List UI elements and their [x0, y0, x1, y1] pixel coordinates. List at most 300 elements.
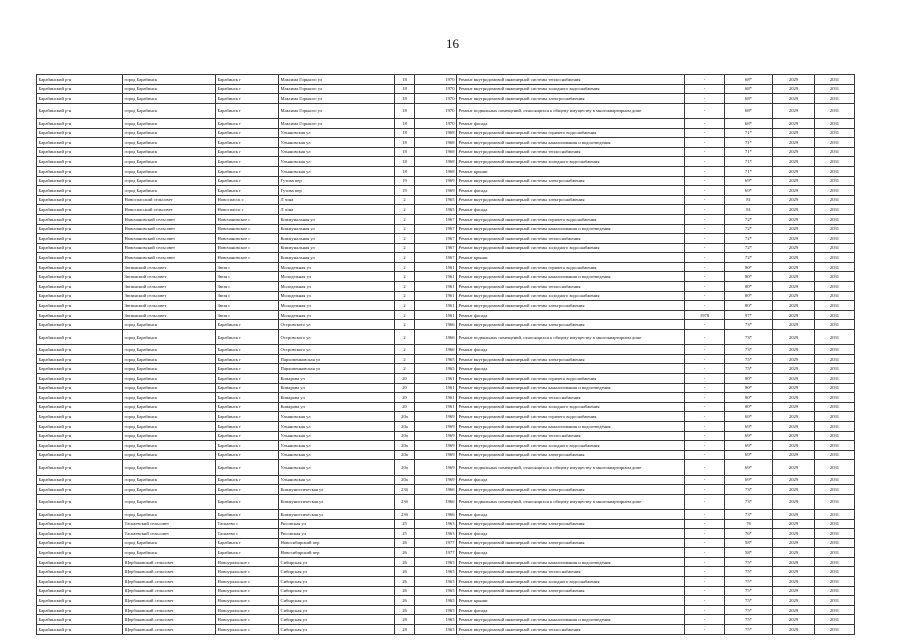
cell-plan-start: 2029 [773, 577, 815, 587]
cell-wear-percent: 80* [725, 262, 773, 272]
cell-plan-end: 2031 [815, 538, 855, 548]
cell-plan-end: 2031 [815, 128, 855, 138]
cell-wear-percent: 68* [725, 84, 773, 94]
cell-locality: Новоуральское с [216, 596, 279, 606]
cell-house-number: 18 [395, 118, 415, 128]
cell-build-year: 1965 [415, 205, 457, 215]
cell-locality: Новочановское с [216, 243, 279, 253]
cell-district: Барабинский р-н [37, 147, 123, 157]
cell-street: Рисовская ул [279, 519, 395, 529]
cell-plan-start: 2029 [773, 262, 815, 272]
cell-settlement: город Барабинск [123, 412, 216, 422]
cell-work-type: Ремонт внутридомовой инженерной системы канализования и водоотведения [457, 421, 685, 431]
cell-work-type: Ремонт внутридомовой инженерной системы канализования и водоотведения [457, 138, 685, 148]
cell-district: Барабинский р-н [37, 538, 123, 548]
table-row [37, 485, 855, 495]
cell-district: Барабинский р-н [37, 262, 123, 272]
cell-last-repair-year: - [685, 596, 725, 606]
cell-plan-end: 2031 [815, 383, 855, 393]
cell-locality: Зюзя с [216, 310, 279, 320]
cell-plan-end: 2031 [815, 605, 855, 615]
cell-street: Комарова ул [279, 402, 395, 412]
cell-build-year: 1970 [415, 103, 457, 118]
cell-plan-start: 2029 [773, 421, 815, 431]
cell-house-number: 20а [395, 475, 415, 485]
cell-settlement: город Барабинск [123, 485, 216, 495]
table-row [37, 234, 855, 244]
cell-settlement: Щербаковский сельсовет [123, 577, 216, 587]
cell-plan-end: 2031 [815, 485, 855, 495]
cell-plan-end: 2031 [815, 364, 855, 374]
cell-last-repair-year: - [685, 157, 725, 167]
cell-last-repair-year: - [685, 450, 725, 460]
cell-house-number: 2 [395, 330, 415, 345]
cell-district: Барабинский р-н [37, 94, 123, 104]
cell-house-number: 26 [395, 538, 415, 548]
cell-street: Коммунистическая ул [279, 509, 395, 519]
cell-street: Коммунистическая ул [279, 485, 395, 495]
cell-work-type: Ремонт внутридомовой инженерной системы теплоснабжения [457, 567, 685, 577]
cell-street: Максима Горького ул [279, 84, 395, 94]
cell-settlement: Новочановский сельсовет [123, 224, 216, 234]
cell-last-repair-year: - [685, 330, 725, 345]
table-row [37, 214, 855, 224]
cell-plan-end: 2031 [815, 441, 855, 451]
cell-settlement: Зюзинский сельсовет [123, 301, 216, 311]
cell-street: Молодежная ул [279, 262, 395, 272]
cell-settlement: Щербаковский сельсовет [123, 557, 216, 567]
cell-plan-start: 2029 [773, 272, 815, 282]
cell-plan-end: 2031 [815, 84, 855, 94]
cell-settlement: город Барабинск [123, 402, 216, 412]
cell-work-type: Ремонт внутридомовой инженерной системы электроснабжения [457, 485, 685, 495]
cell-locality: Зюзя с [216, 291, 279, 301]
cell-last-repair-year: - [685, 364, 725, 374]
cell-plan-end: 2031 [815, 548, 855, 558]
cell-work-type: Ремонт фасада [457, 118, 685, 128]
cell-locality: Барабинск г [216, 186, 279, 196]
cell-wear-percent: 68* [725, 103, 773, 118]
cell-last-repair-year: - [685, 282, 725, 292]
cell-street: Пархоменковская ул [279, 364, 395, 374]
cell-build-year: 1961 [415, 291, 457, 301]
cell-district: Барабинский р-н [37, 138, 123, 148]
cell-house-number: 26 [395, 567, 415, 577]
cell-build-year: 1968 [415, 166, 457, 176]
cell-district: Барабинский р-н [37, 557, 123, 567]
cell-work-type: Ремонт внутридомовой инженерной системы канализования и водоотведения [457, 224, 685, 234]
cell-wear-percent: 75* [725, 557, 773, 567]
cell-wear-percent: 71* [725, 166, 773, 176]
cell-locality: Новочановское с [216, 253, 279, 263]
cell-plan-end: 2031 [815, 291, 855, 301]
cell-wear-percent: 68* [725, 75, 773, 85]
cell-district: Барабинский р-н [37, 519, 123, 529]
cell-work-type: Ремонт внутридомовой инженерной системы электроснабжения [457, 354, 685, 364]
cell-work-type: Ремонт внутридомовой инженерной системы канализования и водоотведения [457, 557, 685, 567]
cell-settlement: Новочановский сельсовет [123, 253, 216, 263]
cell-district: Барабинский р-н [37, 485, 123, 495]
cell-district: Барабинский р-н [37, 234, 123, 244]
cell-build-year: 1966 [415, 345, 457, 355]
cell-locality: Барабинск г [216, 345, 279, 355]
table-row [37, 282, 855, 292]
cell-settlement: Зюзинский сельсовет [123, 282, 216, 292]
cell-locality: Новочановское с [216, 214, 279, 224]
cell-work-type: Ремонт внутридомовой инженерной системы теплоснабжения [457, 625, 685, 635]
cell-house-number: 2 [395, 282, 415, 292]
cell-district: Барабинский р-н [37, 494, 123, 509]
cell-locality: Барабинск г [216, 538, 279, 548]
cell-wear-percent: 71* [725, 157, 773, 167]
cell-street: Коммунальная ул [279, 243, 395, 253]
cell-plan-end: 2031 [815, 494, 855, 509]
cell-build-year: 1977 [415, 538, 457, 548]
cell-settlement: Новочановский сельсовет [123, 214, 216, 224]
cell-last-repair-year: - [685, 475, 725, 485]
cell-house-number: 26 [395, 557, 415, 567]
cell-plan-start: 2029 [773, 118, 815, 128]
cell-street: Ульяновская ул [279, 460, 395, 475]
cell-last-repair-year: - [685, 577, 725, 587]
cell-build-year: 1966 [415, 494, 457, 509]
cell-district: Барабинский р-н [37, 354, 123, 364]
cell-last-repair-year: - [685, 186, 725, 196]
cell-house-number: 23б [395, 509, 415, 519]
cell-house-number: 18 [395, 157, 415, 167]
cell-house-number: 18 [395, 166, 415, 176]
table-row [37, 301, 855, 311]
cell-last-repair-year: - [685, 509, 725, 519]
cell-settlement: город Барабинск [123, 186, 216, 196]
page-number: 16 [446, 36, 459, 51]
cell-work-type: Ремонт фасада [457, 186, 685, 196]
cell-locality: Новоуральское с [216, 605, 279, 615]
cell-settlement: город Барабинск [123, 128, 216, 138]
cell-street: Молодежная ул [279, 272, 395, 282]
cell-work-type: Ремонт внутридомовой инженерной системы электроснабжения [457, 94, 685, 104]
cell-build-year: 1977 [415, 548, 457, 558]
cell-settlement: город Барабинск [123, 538, 216, 548]
cell-house-number: 18 [395, 75, 415, 85]
cell-work-type: Ремонт внутридомовой инженерной системы теплоснабжения [457, 234, 685, 244]
cell-build-year: 1961 [415, 262, 457, 272]
cell-locality: Барабинск г [216, 402, 279, 412]
cell-street: Сибирская ул [279, 605, 395, 615]
cell-settlement: Щербаковский сельсовет [123, 596, 216, 606]
cell-district: Барабинский р-н [37, 205, 123, 215]
cell-settlement: город Барабинск [123, 548, 216, 558]
cell-plan-start: 2029 [773, 441, 815, 451]
cell-settlement: город Барабинск [123, 509, 216, 519]
cell-work-type: Ремонт внутридомовой инженерной системы холодного водоснабжения [457, 84, 685, 94]
cell-build-year: 1961 [415, 383, 457, 393]
cell-house-number: 26 [395, 586, 415, 596]
cell-street: Молодежная ул [279, 291, 395, 301]
cell-wear-percent: 69* [725, 475, 773, 485]
table-row [37, 138, 855, 148]
table-row [37, 625, 855, 635]
cell-settlement: Новочановский сельсовет [123, 243, 216, 253]
cell-locality: Барабинск г [216, 548, 279, 558]
cell-settlement: город Барабинск [123, 118, 216, 128]
cell-last-repair-year: - [685, 354, 725, 364]
cell-plan-end: 2031 [815, 460, 855, 475]
cell-district: Барабинский р-н [37, 421, 123, 431]
cell-street: Сибирская ул [279, 577, 395, 587]
cell-plan-start: 2029 [773, 494, 815, 509]
cell-build-year: 1963 [415, 529, 457, 539]
cell-last-repair-year: - [685, 253, 725, 263]
cell-settlement: город Барабинск [123, 494, 216, 509]
cell-locality: Новоуральское с [216, 557, 279, 567]
cell-wear-percent: 80* [725, 301, 773, 311]
cell-last-repair-year: - [685, 224, 725, 234]
repair-schedule-table [36, 74, 855, 635]
cell-street: Островского ул [279, 320, 395, 330]
cell-settlement: Новочановский сельсовет [123, 234, 216, 244]
cell-street: Новосибирский пер [279, 538, 395, 548]
cell-locality: Новоуральское с [216, 577, 279, 587]
cell-settlement: Зюзинский сельсовет [123, 291, 216, 301]
cell-house-number: 2 [395, 234, 415, 244]
cell-wear-percent: 73* [725, 320, 773, 330]
cell-street: Коммунальная ул [279, 234, 395, 244]
cell-plan-start: 2029 [773, 557, 815, 567]
cell-street: Сибирская ул [279, 596, 395, 606]
cell-work-type: Ремонт внутридомовой инженерной системы теплоснабжения [457, 393, 685, 403]
cell-plan-end: 2031 [815, 529, 855, 539]
cell-plan-start: 2029 [773, 548, 815, 558]
cell-wear-percent: 69* [725, 450, 773, 460]
cell-build-year: 1966 [415, 509, 457, 519]
cell-street: Гутова пер [279, 186, 395, 196]
cell-build-year: 1965 [415, 577, 457, 587]
cell-work-type: Ремонт фасада [457, 605, 685, 615]
cell-locality: Зюзя с [216, 262, 279, 272]
table-row [37, 393, 855, 403]
cell-plan-start: 2029 [773, 509, 815, 519]
cell-plan-end: 2031 [815, 176, 855, 186]
cell-last-repair-year: - [685, 586, 725, 596]
cell-work-type: Ремонт фасада [457, 345, 685, 355]
cell-street: Ульяновская ул [279, 138, 395, 148]
cell-settlement: город Барабинск [123, 103, 216, 118]
cell-house-number: 20 [395, 383, 415, 393]
cell-locality: Барабинск г [216, 75, 279, 85]
cell-build-year: 1961 [415, 374, 457, 384]
cell-plan-start: 2029 [773, 94, 815, 104]
cell-locality: Барабинск г [216, 166, 279, 176]
cell-last-repair-year: - [685, 383, 725, 393]
cell-last-repair-year: - [685, 234, 725, 244]
cell-district: Барабинский р-н [37, 320, 123, 330]
cell-plan-end: 2031 [815, 186, 855, 196]
cell-street: Коммунальная ул [279, 214, 395, 224]
cell-locality: Таскаево с [216, 519, 279, 529]
cell-street: Молодежная ул [279, 301, 395, 311]
cell-last-repair-year: - [685, 243, 725, 253]
cell-settlement: Щербаковский сельсовет [123, 605, 216, 615]
cell-street: Сибирская ул [279, 625, 395, 635]
table-row [37, 330, 855, 345]
cell-plan-end: 2031 [815, 345, 855, 355]
cell-settlement: город Барабинск [123, 450, 216, 460]
cell-wear-percent: 69* [725, 176, 773, 186]
cell-street: Ульяновская ул [279, 475, 395, 485]
cell-settlement: город Барабинск [123, 345, 216, 355]
cell-plan-end: 2031 [815, 402, 855, 412]
cell-build-year: 1965 [415, 354, 457, 364]
cell-settlement: Щербаковский сельсовет [123, 625, 216, 635]
cell-house-number: 23б [395, 494, 415, 509]
table-row [37, 186, 855, 196]
cell-work-type: Ремонт внутридомовой инженерной системы теплоснабжения [457, 282, 685, 292]
cell-work-type: Ремонт внутридомовой инженерной системы канализования и водоотведения [457, 383, 685, 393]
cell-district: Барабинский р-н [37, 412, 123, 422]
cell-build-year: 1969 [415, 460, 457, 475]
cell-district: Барабинский р-н [37, 128, 123, 138]
cell-plan-end: 2031 [815, 282, 855, 292]
cell-plan-start: 2029 [773, 354, 815, 364]
table-row [37, 195, 855, 205]
cell-locality: Барабинск г [216, 475, 279, 485]
cell-district: Барабинский р-н [37, 301, 123, 311]
cell-plan-start: 2029 [773, 625, 815, 635]
cell-plan-start: 2029 [773, 538, 815, 548]
cell-work-type: Ремонт внутридомовой инженерной системы горячего водоснабжения [457, 374, 685, 384]
cell-settlement: город Барабинск [123, 166, 216, 176]
cell-district: Барабинский р-н [37, 118, 123, 128]
cell-plan-end: 2031 [815, 557, 855, 567]
cell-house-number: 2 [395, 272, 415, 282]
cell-settlement: Новоспасский сельсовет [123, 195, 216, 205]
cell-plan-start: 2029 [773, 75, 815, 85]
table-row [37, 253, 855, 263]
cell-settlement: город Барабинск [123, 147, 216, 157]
table-row [37, 460, 855, 475]
cell-build-year: 1965 [415, 557, 457, 567]
cell-plan-start: 2029 [773, 291, 815, 301]
cell-build-year: 1969 [415, 412, 457, 422]
cell-street: Ульяновская ул [279, 431, 395, 441]
cell-build-year: 1966 [415, 485, 457, 495]
cell-street: Максима Горького ул [279, 118, 395, 128]
cell-plan-end: 2031 [815, 330, 855, 345]
table-row [37, 84, 855, 94]
cell-locality: Барабинск г [216, 354, 279, 364]
cell-locality: Барабинск г [216, 138, 279, 148]
cell-street: Ульяновская ул [279, 128, 395, 138]
cell-wear-percent: 80* [725, 282, 773, 292]
cell-last-repair-year: - [685, 412, 725, 422]
cell-plan-end: 2031 [815, 195, 855, 205]
cell-wear-percent: 69* [725, 460, 773, 475]
cell-plan-start: 2029 [773, 214, 815, 224]
cell-settlement: город Барабинск [123, 475, 216, 485]
cell-locality: Таскаево с [216, 529, 279, 539]
cell-plan-end: 2031 [815, 509, 855, 519]
cell-locality: Барабинск г [216, 485, 279, 495]
cell-locality: Барабинск г [216, 421, 279, 431]
cell-house-number: 26 [395, 605, 415, 615]
cell-build-year: 1965 [415, 195, 457, 205]
cell-settlement: город Барабинск [123, 431, 216, 441]
cell-last-repair-year: - [685, 291, 725, 301]
cell-last-repair-year: - [685, 538, 725, 548]
cell-plan-end: 2031 [815, 519, 855, 529]
cell-build-year: 1965 [415, 586, 457, 596]
cell-wear-percent: 73* [725, 330, 773, 345]
cell-locality: Барабинск г [216, 176, 279, 186]
cell-settlement: город Барабинск [123, 441, 216, 451]
cell-plan-start: 2029 [773, 605, 815, 615]
cell-wear-percent: 58* [725, 538, 773, 548]
cell-district: Барабинский р-н [37, 509, 123, 519]
table-row [37, 519, 855, 529]
table-row [37, 509, 855, 519]
cell-district: Барабинский р-н [37, 567, 123, 577]
cell-wear-percent: 80* [725, 291, 773, 301]
cell-house-number: 2 [395, 354, 415, 364]
cell-plan-end: 2031 [815, 94, 855, 104]
table-row [37, 272, 855, 282]
cell-settlement: город Барабинск [123, 157, 216, 167]
cell-plan-end: 2031 [815, 253, 855, 263]
cell-house-number: 18 [395, 84, 415, 94]
cell-street: Ульяновская ул [279, 421, 395, 431]
cell-plan-end: 2031 [815, 625, 855, 635]
cell-district: Барабинский р-н [37, 272, 123, 282]
table-row [37, 421, 855, 431]
cell-locality: Барабинск г [216, 450, 279, 460]
cell-plan-end: 2031 [815, 166, 855, 176]
cell-wear-percent: 69* [725, 431, 773, 441]
cell-district: Барабинский р-н [37, 605, 123, 615]
cell-build-year: 1967 [415, 243, 457, 253]
cell-build-year: 1966 [415, 320, 457, 330]
cell-wear-percent: 80* [725, 383, 773, 393]
cell-settlement: город Барабинск [123, 393, 216, 403]
cell-work-type: Ремонт внутридомовой инженерной системы теплоснабжения [457, 147, 685, 157]
cell-last-repair-year: - [685, 147, 725, 157]
cell-wear-percent: 71* [725, 147, 773, 157]
cell-house-number: 2 [395, 205, 415, 215]
cell-wear-percent: 76* [725, 529, 773, 539]
table-row [37, 157, 855, 167]
cell-work-type: Ремонт внутридомовой инженерной системы горячего водоснабжения [457, 262, 685, 272]
cell-locality: Барабинск г [216, 147, 279, 157]
cell-plan-end: 2031 [815, 205, 855, 215]
cell-district: Барабинский р-н [37, 282, 123, 292]
cell-plan-start: 2029 [773, 186, 815, 196]
cell-work-type: Ремонт внутридомовой инженерной системы электроснабжения [457, 586, 685, 596]
cell-build-year: 1965 [415, 567, 457, 577]
cell-locality: Барабинск г [216, 509, 279, 519]
cell-street: Ульяновская ул [279, 441, 395, 451]
cell-district: Барабинский р-н [37, 310, 123, 320]
cell-district: Барабинский р-н [37, 166, 123, 176]
cell-district: Барабинский р-н [37, 374, 123, 384]
cell-wear-percent: 71* [725, 128, 773, 138]
cell-last-repair-year: - [685, 374, 725, 384]
cell-plan-end: 2031 [815, 157, 855, 167]
cell-last-repair-year: - [685, 214, 725, 224]
cell-street: Островского ул [279, 345, 395, 355]
cell-street: Максима Горького ул [279, 103, 395, 118]
cell-build-year: 1965 [415, 596, 457, 606]
cell-house-number: 18 [395, 128, 415, 138]
